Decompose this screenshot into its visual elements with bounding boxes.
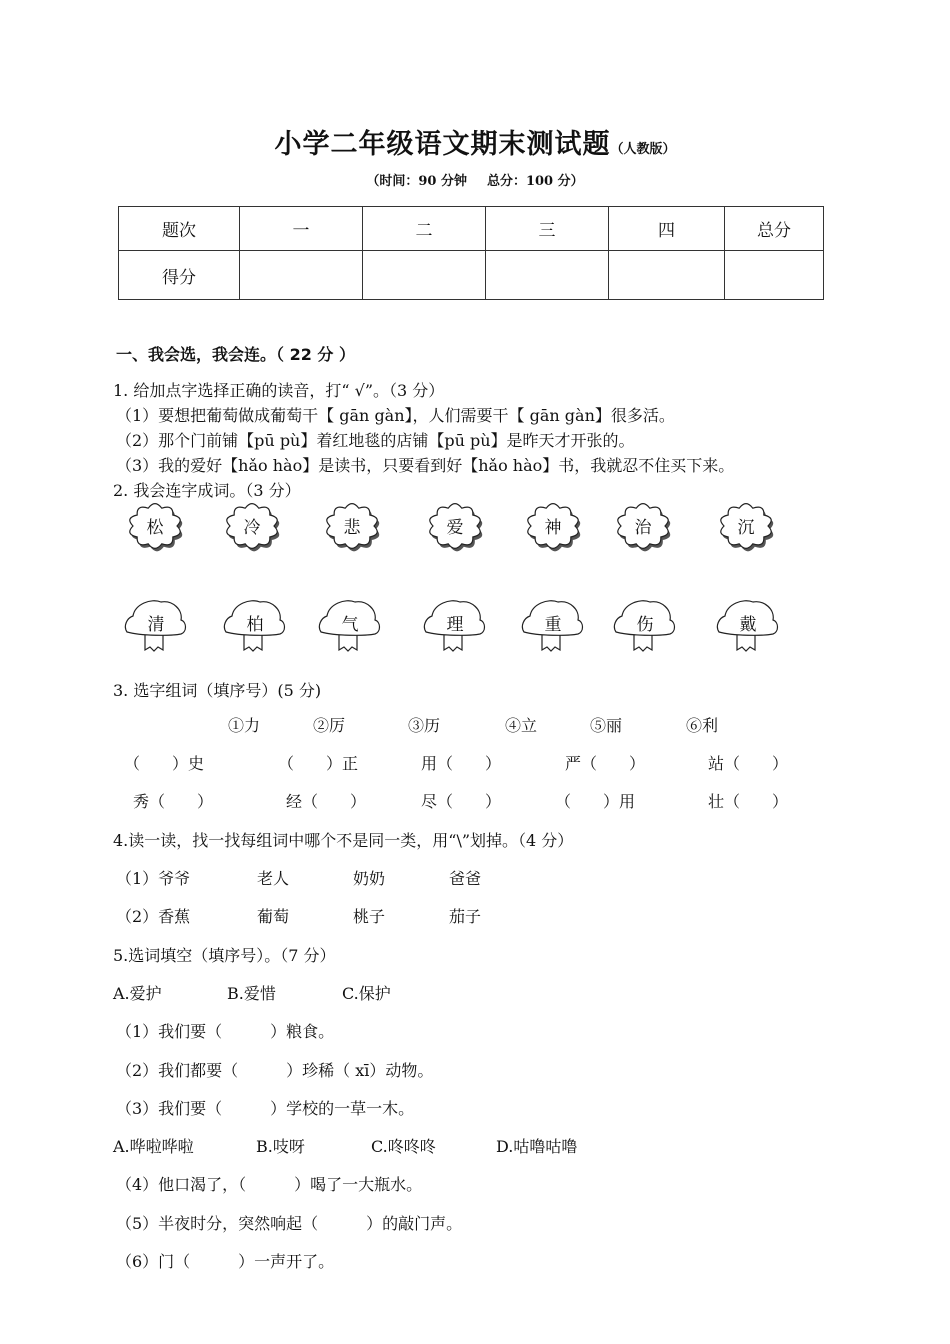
score-row-label: 得分 — [119, 251, 240, 300]
q3-blank[interactable]: 站（ ） — [708, 754, 789, 773]
q4-word[interactable]: 奶奶 — [353, 869, 386, 888]
flower-char[interactable]: 冷 — [243, 518, 261, 538]
mushroom-char[interactable]: 气 — [341, 615, 359, 635]
q5-option: C.咚咚咚 — [371, 1137, 436, 1156]
q4-word[interactable]: （1）爷爷 — [116, 869, 191, 888]
q5-option: D.咕噜咕噜 — [496, 1137, 578, 1156]
q3-option: ③历 — [408, 716, 441, 735]
header-cell: 一 — [240, 207, 363, 251]
q3-option: ④立 — [505, 716, 538, 735]
mushroom-char[interactable]: 戴 — [739, 615, 757, 635]
q5-line[interactable]: （6）门（ ）一声开了。 — [116, 1252, 335, 1271]
q3-option: ②厉 — [313, 716, 346, 735]
edition-label: （人教版） — [610, 142, 676, 157]
title-text: 小学二年级语文期末测试题 — [274, 129, 611, 160]
section-heading: 一、我会选，我会连。（ 22 分 ） — [116, 345, 355, 364]
score-cell[interactable] — [725, 251, 824, 300]
q3-blank[interactable]: （ ）正 — [278, 754, 359, 773]
q4-word[interactable]: 葡萄 — [257, 907, 290, 926]
score-cell[interactable] — [486, 251, 609, 300]
q3-blank[interactable]: 用（ ） — [421, 754, 502, 773]
score-table — [118, 206, 824, 300]
mushroom-char[interactable]: 伤 — [636, 615, 654, 635]
q3-blank[interactable]: 尽（ ） — [421, 792, 502, 811]
q3-option: ⑤丽 — [590, 716, 623, 735]
q3-blank[interactable]: 壮（ ） — [708, 792, 789, 811]
exam-info — [0, 170, 950, 189]
q3-blank[interactable]: 秀（ ） — [133, 792, 214, 811]
time-info: （时间：90 分钟 — [366, 174, 467, 189]
q2-title: 2. 我会连字成词。（3 分） — [113, 481, 301, 500]
q1-line: （2）那个门前铺【pū pù】着红地毯的店铺【pū pù】是昨天才开张的。 — [116, 431, 635, 450]
score-cell[interactable] — [363, 251, 486, 300]
q3-blank[interactable]: （ ）用 — [555, 792, 636, 811]
q5-option: B.爱惜 — [227, 984, 276, 1003]
q5-option: B.吱呀 — [256, 1137, 305, 1156]
flower-char[interactable]: 神 — [544, 518, 562, 538]
header-cell: 三 — [486, 207, 609, 251]
q3-blank[interactable]: 经（ ） — [286, 792, 367, 811]
q5-option: A.爱护 — [113, 984, 162, 1003]
q5-option: C.保护 — [342, 984, 391, 1003]
flower-char[interactable]: 松 — [146, 518, 164, 538]
q5-line[interactable]: （3）我们要（ ）学校的一草一木。 — [116, 1099, 415, 1118]
q4-word[interactable]: 桃子 — [353, 907, 386, 926]
q5-line[interactable]: （2）我们都要（ ）珍稀（ xī）动物。 — [116, 1061, 434, 1080]
q5-title: 5.选词填空（填序号）。（7 分） — [113, 946, 336, 965]
q5-option: A.哗啦哗啦 — [113, 1137, 194, 1156]
flower-char[interactable]: 爱 — [446, 518, 464, 538]
mushroom-char[interactable]: 柏 — [246, 615, 264, 635]
q4-word[interactable]: 老人 — [257, 869, 290, 888]
q1-line: （3）我的爱好【hǎo hào】是读书，只要看到好【hǎo hào】书，我就忍不住买下来。 — [116, 456, 735, 475]
q4-word[interactable]: （2）香蕉 — [116, 907, 191, 926]
flower-char[interactable]: 治 — [634, 518, 652, 538]
score-cell[interactable] — [240, 251, 363, 300]
q4-title: 4.读一读，找一找每组词中哪个不是同一类，用“\”划掉。（4 分） — [113, 831, 574, 850]
q1-line: （1）要想把葡萄做成葡萄干【 gān gàn】，人们需要干【 gān gàn】很多活。 — [116, 406, 675, 425]
mushroom-char[interactable]: 清 — [147, 615, 165, 635]
q3-blank[interactable]: （ ）史 — [124, 754, 205, 773]
q5-line[interactable]: （5）半夜时分，突然响起（ ）的敲门声。 — [116, 1214, 463, 1233]
mushroom-char[interactable]: 重 — [544, 615, 562, 635]
score-table-header-row — [119, 207, 824, 251]
flower-char[interactable]: 悲 — [343, 518, 361, 538]
header-cell: 二 — [363, 207, 486, 251]
page-title — [0, 122, 950, 161]
header-cell: 四 — [609, 207, 725, 251]
q4-word[interactable]: 爸爸 — [449, 869, 482, 888]
q1-title: 1. 给加点字选择正确的读音，打“ √”。（3 分） — [113, 381, 445, 400]
score-table-score-row — [119, 251, 824, 300]
header-cell: 总分 — [725, 207, 824, 251]
q3-title: 3. 选字组词（填序号）(5 分) — [113, 681, 322, 700]
q5-line[interactable]: （1）我们要（ ）粮食。 — [116, 1022, 335, 1041]
q3-blank[interactable]: 严（ ） — [565, 754, 646, 773]
score-cell[interactable] — [609, 251, 725, 300]
q3-option: ⑥利 — [686, 716, 719, 735]
mushroom-char[interactable]: 理 — [446, 615, 464, 635]
q4-word[interactable]: 茄子 — [449, 907, 482, 926]
q5-line[interactable]: （4）他口渴了，（ ）喝了一大瓶水。 — [116, 1175, 423, 1194]
flower-char[interactable]: 沉 — [737, 518, 755, 538]
header-cell: 题次 — [119, 207, 240, 251]
total-info: 总分：100 分） — [486, 174, 584, 189]
q3-option: ①力 — [228, 716, 261, 735]
